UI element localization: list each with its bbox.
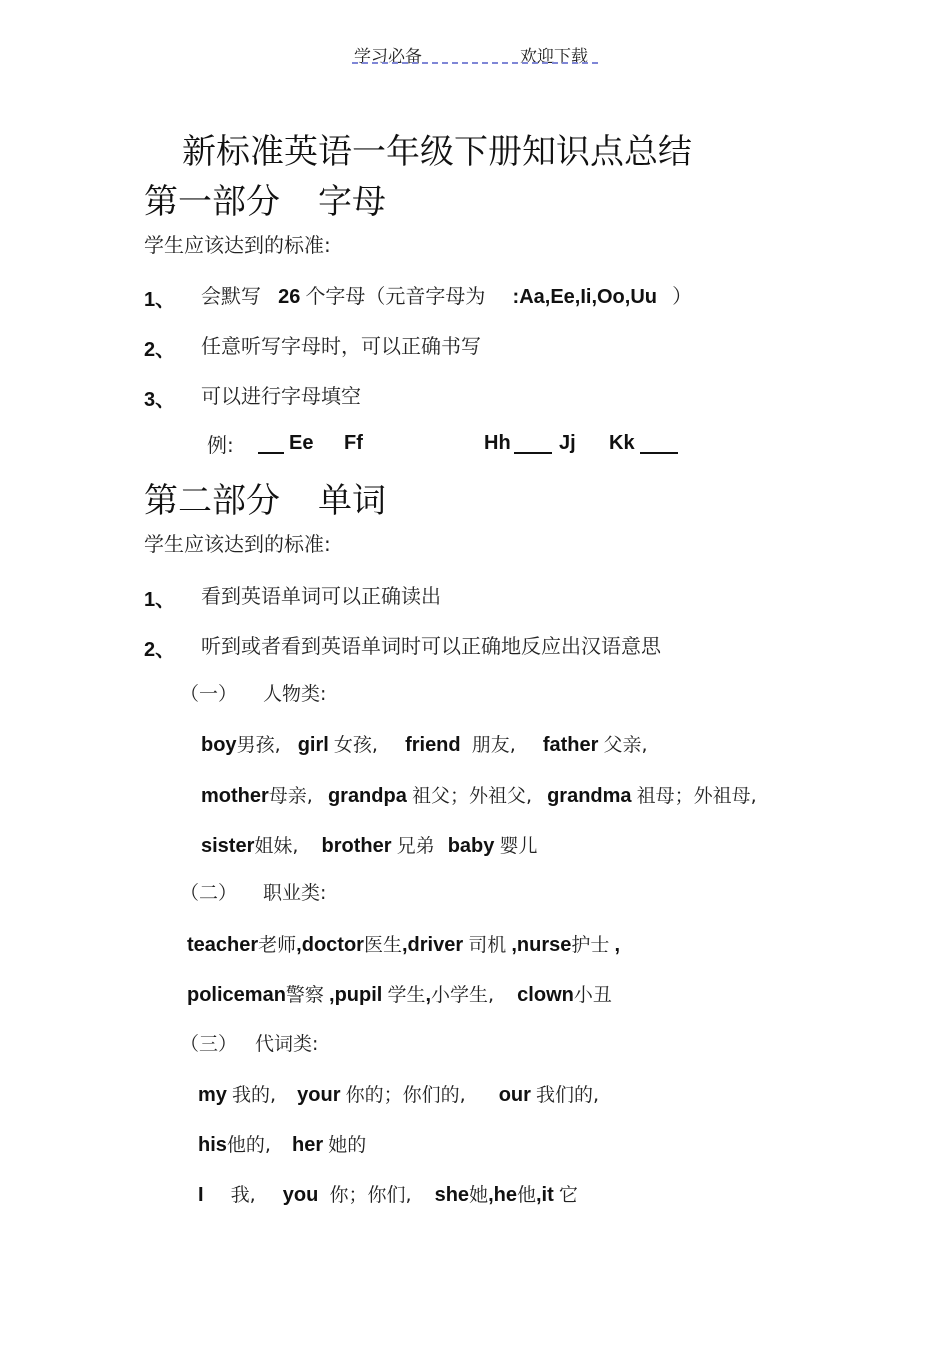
header-dashed-line	[352, 62, 598, 64]
word-policeman-cn: 警察	[285, 984, 324, 1006]
word-his-cn: 他的,	[226, 1134, 271, 1156]
word-i-cn: 我,	[230, 1184, 256, 1206]
part1-item1-vowels: :Aa,Ee,Ii,Oo,Uu	[512, 286, 657, 308]
word-pupil: ,pupil	[329, 984, 383, 1006]
people-row-3	[201, 831, 538, 858]
word-her-cn: 她的	[328, 1134, 367, 1156]
example-label: 例:	[207, 433, 234, 457]
header-left: 学习必备	[354, 47, 422, 67]
jobs-row-2	[187, 980, 612, 1007]
part2-heading: 第二部分	[144, 481, 280, 521]
part1-item1-count: 26	[278, 286, 301, 308]
pronouns-row-2	[198, 1130, 366, 1157]
word-he: ,he	[488, 1184, 517, 1206]
word-i: I	[198, 1184, 204, 1206]
word-our-cn: 我们的,	[536, 1084, 600, 1106]
word-teacher: teacher	[187, 934, 259, 956]
word-baby: baby	[447, 835, 495, 857]
part1-item1-num: 1、	[144, 289, 176, 311]
word-mother-cn: 母亲,	[268, 785, 313, 807]
word-my: my	[198, 1084, 227, 1106]
example-hh: Hh	[484, 432, 511, 454]
part2-item2-text: 听到或者看到英语单词时可以正确地反应出汉语意思	[201, 634, 661, 658]
cat2-label: 职业类:	[263, 882, 327, 904]
word-his: his	[198, 1134, 227, 1156]
part1-item1-pre: 会默写	[201, 284, 261, 308]
cat2-num: （二）	[180, 882, 238, 904]
word-teacher-cn: 老师	[258, 934, 297, 956]
word-friend: friend	[405, 734, 461, 756]
word-you-cn: 你；你们,	[329, 1184, 412, 1206]
part1-item3-num: 3、	[144, 389, 176, 411]
word-my-cn: 我的,	[232, 1084, 277, 1106]
part1-item1-mid: 个字母（元音字母为	[305, 284, 486, 308]
example-ee: Ee	[289, 432, 314, 454]
word-driver-cn: 司机	[468, 934, 507, 956]
word-grandpa: grandpa	[327, 785, 407, 807]
word-nurse: ,nurse	[511, 934, 572, 956]
jobs-comma-2: ,	[425, 984, 432, 1006]
part2-item1-num: 1、	[144, 589, 176, 611]
word-doctor-cn: 医生	[363, 934, 402, 956]
word-he-cn: 他	[516, 1184, 536, 1206]
document-title: 新标准英语一年级下册知识点总结	[182, 132, 692, 172]
word-friend-cn: 朋友,	[471, 734, 516, 756]
part2-item2-num: 2、	[144, 639, 176, 661]
word-your-cn: 你的；你们的,	[345, 1084, 466, 1106]
example-ff: Ff	[344, 432, 363, 454]
part1-topic: 字母	[318, 182, 386, 222]
word-she: she	[434, 1184, 470, 1206]
cat1-num: （一）	[180, 683, 238, 705]
cat3-num: （三）	[180, 1033, 238, 1055]
people-row-2	[201, 781, 757, 808]
pronouns-row-1	[198, 1080, 599, 1107]
word-girl: girl	[297, 734, 329, 756]
part1-standard: 学生应该达到的标准:	[144, 233, 331, 257]
word-grandma-cn: 祖母；外祖母,	[636, 785, 757, 807]
word-your: your	[297, 1084, 341, 1106]
word-brother-cn: 兄弟	[396, 835, 435, 857]
example-blank-1	[258, 434, 284, 454]
word-driver: ,driver	[401, 934, 464, 956]
cat3-label: 代词类:	[255, 1033, 319, 1055]
people-row-1	[201, 730, 648, 757]
part1-item2-text: 任意听写字母时，可以正确书写	[201, 334, 481, 358]
example-kk: Kk	[609, 432, 635, 454]
word-it: ,it	[536, 1184, 554, 1206]
word-clown-cn: 小丑	[573, 984, 612, 1006]
part2-topic: 单词	[318, 481, 386, 521]
word-policeman: policeman	[187, 984, 286, 1006]
part1-item1	[201, 280, 692, 309]
jobs-comma: ,	[614, 934, 621, 956]
word-grandma: grandma	[547, 785, 632, 807]
word-brother: brother	[321, 835, 392, 857]
word-pupil-cn: 学生	[387, 984, 426, 1006]
example-jj: Jj	[559, 432, 576, 454]
word-boy: boy	[201, 734, 237, 756]
word-boy-cn: 男孩,	[236, 734, 281, 756]
word-father: father	[542, 734, 599, 756]
cat1-label: 人物类:	[263, 683, 327, 705]
word-doctor: ,doctor	[296, 934, 364, 956]
part2-item1-text: 看到英语单词可以正确读出	[201, 584, 441, 608]
word-father-cn: 父亲,	[603, 734, 648, 756]
word-she-cn: 她	[469, 1184, 489, 1206]
word-sister: sister	[201, 835, 255, 857]
pronouns-row-3	[198, 1180, 578, 1207]
word-girl-cn: 女孩,	[333, 734, 378, 756]
word-her: her	[292, 1134, 324, 1156]
word-grandpa-cn: 祖父；外祖父,	[411, 785, 532, 807]
word-pupil-cn2: 小学生,	[431, 984, 495, 1006]
part1-item1-end: ）	[672, 284, 693, 308]
word-nurse-cn: 护士	[571, 934, 610, 956]
word-sister-cn: 姐妹,	[254, 835, 299, 857]
word-it-cn: 它	[558, 1184, 578, 1206]
jobs-row-1	[187, 930, 620, 957]
part1-heading: 第一部分	[144, 182, 280, 222]
word-baby-cn: 婴儿	[499, 835, 538, 857]
word-clown: clown	[517, 984, 574, 1006]
example-blank-2	[514, 434, 552, 454]
example-blank-3	[640, 434, 678, 454]
part2-standard: 学生应该达到的标准:	[144, 532, 331, 556]
word-you: you	[282, 1184, 319, 1206]
word-our: our	[498, 1084, 531, 1106]
part1-item3-text: 可以进行字母填空	[201, 384, 361, 408]
word-mother: mother	[201, 785, 269, 807]
part1-item2-num: 2、	[144, 339, 176, 361]
header-right: 欢迎下载	[520, 47, 588, 67]
